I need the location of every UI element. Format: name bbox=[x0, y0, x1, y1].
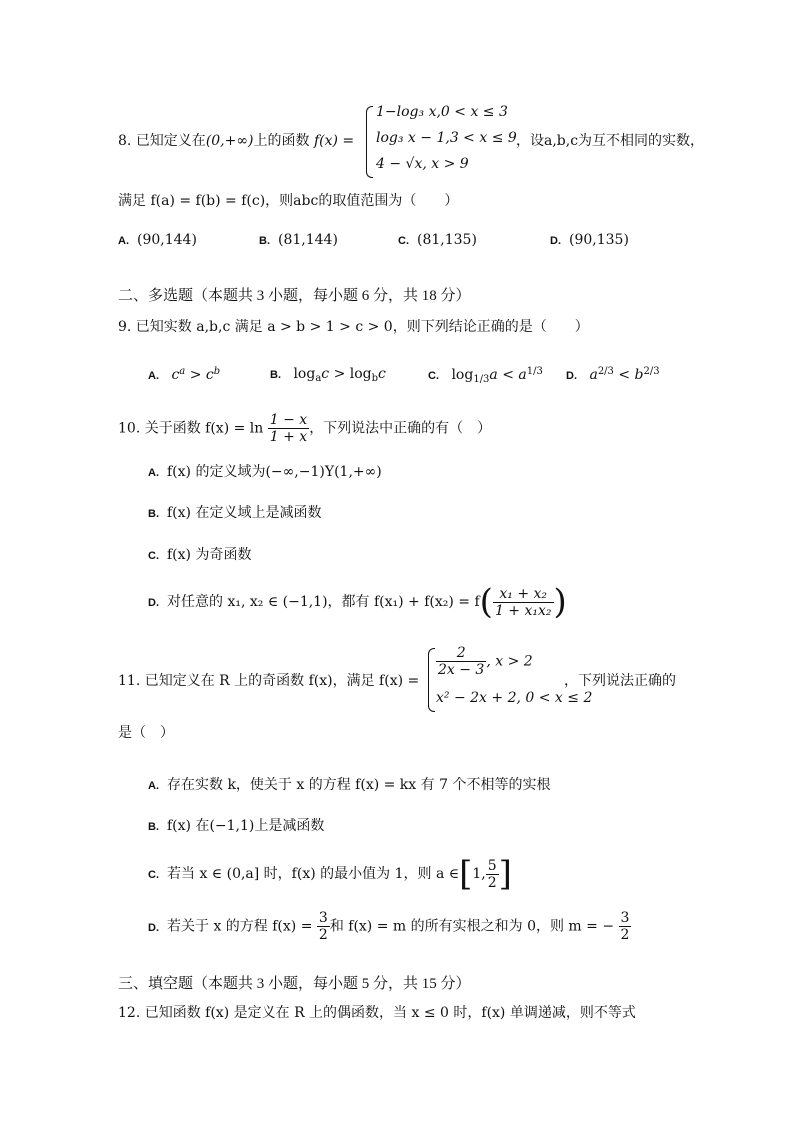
q11-option-b[interactable] bbox=[148, 815, 324, 835]
q11-option-d-fraction-2 bbox=[619, 910, 632, 943]
q10-option-d-fraction bbox=[493, 586, 554, 619]
q10-option-b-label: B. bbox=[148, 508, 159, 520]
q8-option-b[interactable] bbox=[259, 232, 338, 248]
q8-brace bbox=[366, 106, 373, 178]
q11-option-b-text: f(x) 在(−1,1)上是减函数 bbox=[167, 818, 325, 834]
q8-number: 8. bbox=[118, 133, 132, 149]
q11-option-d-mid: 和 f(x) = m 的所有实根之和为 0，则 m = − bbox=[329, 918, 615, 935]
q8-case-2: log₃ x − 1,3 < x ≤ 9 bbox=[376, 130, 517, 146]
q10-stem bbox=[118, 412, 491, 445]
q8-stem-b: 上的函数 bbox=[253, 133, 310, 149]
q8-option-a-text: (90,144) bbox=[137, 232, 197, 248]
q8-option-c[interactable] bbox=[398, 232, 477, 248]
q9-option-c[interactable] bbox=[428, 366, 543, 385]
q11-option-d-label: D. bbox=[148, 921, 159, 934]
q9-option-c-label: C. bbox=[428, 370, 439, 382]
q11-option-a-text: 存在实数 k，使关于 x 的方程 f(x) = kx 有 7 个不相等的实根 bbox=[167, 777, 551, 793]
q11-case-1-den: 2x − 3 bbox=[438, 662, 485, 678]
q11-option-d-frac1-den: 2 bbox=[318, 927, 328, 943]
q8-option-a-label: A. bbox=[118, 235, 129, 247]
q11-option-d-text: 若关于 x 的方程 f(x) = bbox=[167, 918, 313, 935]
q9-option-b[interactable] bbox=[270, 366, 386, 384]
q8-case-1: 1−log₃ x,0 < x ≤ 3 bbox=[376, 104, 508, 120]
q10-fraction bbox=[268, 412, 309, 445]
q10-frac-den: 1 + x bbox=[269, 429, 308, 445]
q11-option-c-frac-den: 2 bbox=[487, 874, 497, 891]
q10-option-c-label: C. bbox=[148, 550, 159, 562]
q9-option-d-math: $a^{2/3} < b^{2/3}$ bbox=[589, 366, 660, 383]
q8-case-3: 4 − √x, x > 9 bbox=[376, 156, 469, 172]
q11-brace bbox=[428, 648, 435, 712]
q12-stem: 12. 已知函数 f(x) 是定义在 R 上的偶函数，当 x ≤ 0 时，f(x) 单调递减，则不等式 bbox=[118, 1005, 636, 1021]
q11-option-c-label: C. bbox=[148, 869, 159, 881]
q11-option-a[interactable] bbox=[148, 774, 550, 794]
q10-option-a[interactable] bbox=[148, 461, 382, 481]
q11-case-2: x² − 2x + 2, 0 < x ≤ 2 bbox=[436, 690, 593, 706]
q11-stem-c: 是（ ） bbox=[118, 725, 174, 741]
q11-option-c-bracket-a: 1, bbox=[472, 866, 486, 882]
q8-option-b-text: (81,144) bbox=[278, 232, 338, 248]
section-3-title: 三、填空题（本题共 3 小题，每小题 5 分，共 15 分） bbox=[118, 976, 471, 992]
q8-fx: f(x) = bbox=[313, 133, 355, 149]
q10-stem-b: ，下列说法中正确的有（ ） bbox=[309, 420, 492, 437]
q11-option-d-frac2-num: 3 bbox=[620, 910, 630, 926]
q11-stem-a: 11. 已知定义在 R 上的奇函数 f(x)，满足 f(x) = bbox=[118, 673, 420, 689]
q9-option-d-label: D. bbox=[566, 370, 577, 382]
q11-case-1-num: 2 bbox=[436, 645, 486, 662]
q10-option-d-frac-num: x₁ + x₂ bbox=[493, 586, 554, 603]
q11-option-d-frac2-den: 2 bbox=[620, 927, 630, 943]
q8-option-d-label: D. bbox=[550, 235, 561, 247]
q8-option-a[interactable] bbox=[118, 232, 197, 248]
q8-stem bbox=[118, 130, 354, 150]
q11-option-c-fraction bbox=[486, 858, 499, 891]
q8-stem-c: ，设a,b,c为互不相同的实数， bbox=[516, 133, 705, 149]
q8-option-d[interactable] bbox=[550, 232, 629, 248]
q10-stem-a: 10. 关于函数 f(x) = ln bbox=[118, 420, 264, 437]
q9-option-b-math: $\log_ac > \log_bc$ bbox=[293, 366, 386, 384]
q9-option-b-label: B. bbox=[270, 369, 281, 381]
q10-option-d-paren-close: ) bbox=[553, 582, 567, 622]
q11-option-b-label: B. bbox=[148, 821, 159, 833]
q10-option-d-text: 对任意的 x₁, x₂ ∈ (−1,1)，都有 f(x₁) + f(x₂) = f bbox=[167, 594, 480, 610]
q10-option-a-label: A. bbox=[148, 467, 159, 479]
q8-option-c-label: C. bbox=[398, 235, 409, 247]
q10-option-a-text: f(x) 的定义域为(−∞,−1)Y(1,+∞) bbox=[167, 464, 382, 480]
q9-option-a-label: A. bbox=[148, 370, 159, 382]
q11-option-a-label: A. bbox=[148, 780, 159, 792]
q8-option-b-label: B. bbox=[259, 235, 270, 247]
q11-option-c-frac-num: 5 bbox=[487, 857, 497, 874]
q11-case-1 bbox=[436, 645, 533, 678]
q11-case-1-fraction bbox=[436, 645, 486, 678]
q10-option-d-label: D. bbox=[148, 597, 159, 609]
section-2-title: 二、多选题（本题共 3 小题，每小题 6 分，共 18 分） bbox=[118, 288, 471, 304]
q11-option-c[interactable] bbox=[148, 854, 512, 894]
q11-option-c-text: 若当 x ∈ (0,a] 时，f(x) 的最小值为 1，则 a ∈ bbox=[167, 866, 460, 882]
q11-stem-b: ，下列说法正确的 bbox=[564, 673, 676, 689]
q9-option-c-math: $\log_{1/3}a < a^{1/3}$ bbox=[451, 366, 543, 385]
q10-option-d-frac-den: 1 + x₁x₂ bbox=[494, 602, 552, 619]
q10-frac-num: 1 − x bbox=[269, 412, 308, 428]
q11-option-c-bracket-open: [ bbox=[459, 854, 473, 894]
q11-case-1-cond: , x > 2 bbox=[486, 653, 533, 670]
q8-line2: 满足 f(a) = f(b) = f(c)，则abc的取值范围为（ ） bbox=[118, 193, 459, 209]
q10-option-c-text: f(x) 为奇函数 bbox=[167, 547, 252, 563]
q8-option-d-text: (90,135) bbox=[569, 232, 629, 248]
q10-option-c[interactable] bbox=[148, 544, 251, 564]
q10-option-b[interactable] bbox=[148, 502, 321, 522]
q9-option-a-math: $c^a > c^b$ bbox=[171, 366, 221, 383]
q8-option-c-text: (81,135) bbox=[417, 232, 477, 248]
q8-stem-a: 已知定义在 bbox=[135, 133, 206, 149]
q11-option-d[interactable] bbox=[148, 910, 631, 943]
q10-option-d[interactable] bbox=[148, 582, 567, 622]
q9-option-d[interactable] bbox=[566, 366, 660, 383]
q10-option-b-text: f(x) 在定义域上是减函数 bbox=[167, 505, 322, 521]
q9-stem: 9. 已知实数 a,b,c 满足 a > b > 1 > c > 0，则下列结论正确的是（ ） bbox=[118, 319, 589, 335]
q8-interval: (0,+∞) bbox=[205, 133, 254, 149]
q11-option-c-bracket-close: ] bbox=[498, 854, 512, 894]
q10-option-d-paren-open: ( bbox=[479, 582, 493, 622]
q11-option-d-fraction-1 bbox=[317, 910, 330, 943]
q9-option-a[interactable] bbox=[148, 366, 220, 383]
q11-option-d-frac1-num: 3 bbox=[318, 910, 328, 926]
